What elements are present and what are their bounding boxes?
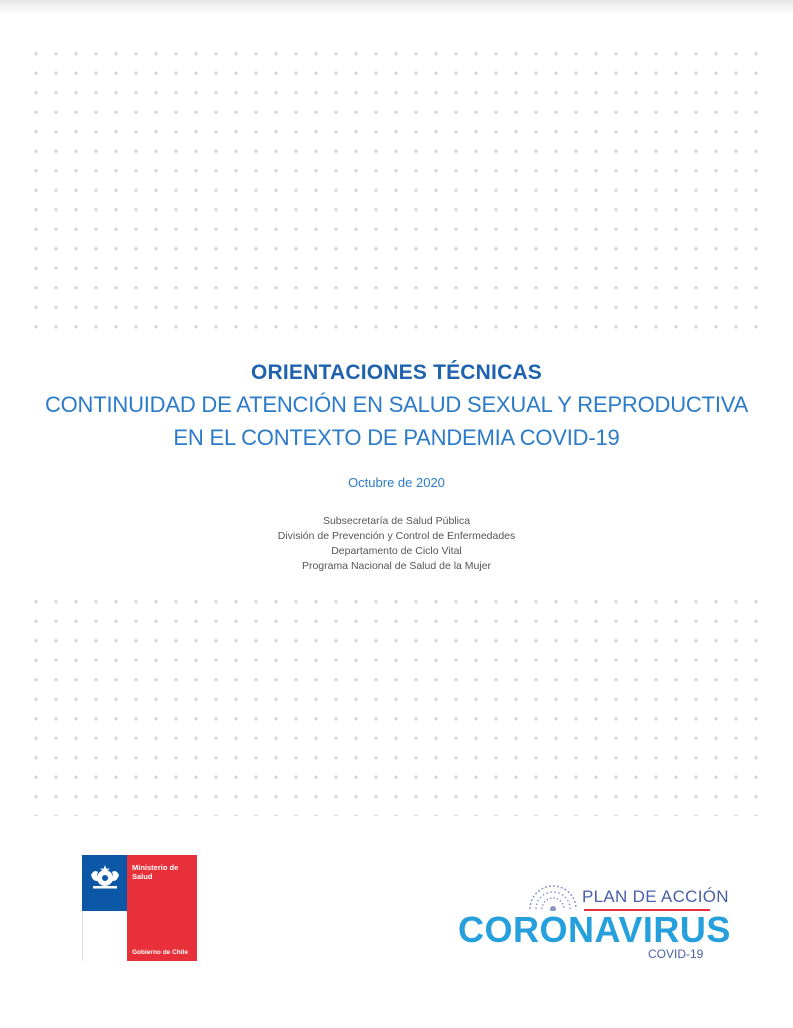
- plan-de-accion-text: PLAN DE ACCIÓN: [582, 887, 729, 906]
- ministry-name: Ministerio de Salud: [132, 863, 179, 881]
- document-kicker: ORIENTACIONES TÉCNICAS: [250, 361, 543, 384]
- organization-list: [0, 514, 793, 574]
- logo-white-block: [82, 911, 127, 961]
- dot-pattern-bottom: [26, 592, 772, 816]
- document-title-line-2: EN EL CONTEXTO DE PANDEMIA COVID-19: [173, 425, 620, 450]
- virus-icon: [524, 881, 582, 911]
- chile-coat-of-arms-icon: [87, 861, 123, 891]
- document-title-line-1: CONTINUIDAD DE ATENCIÓN EN SALUD SEXUAL Y REPRODUCTIVA: [44, 392, 749, 417]
- dot-pattern-top: [26, 44, 772, 340]
- plan-de-accion-logo: [456, 879, 731, 965]
- title-block: [0, 358, 793, 574]
- organization-line: División de Prevención y Control de Enfermedades: [277, 530, 516, 542]
- organization-line: Programa Nacional de Salud de la Mujer: [301, 560, 492, 572]
- ministerio-de-salud-logo: [82, 855, 197, 961]
- document-date: Octubre de 2020: [348, 475, 445, 490]
- government-label: Gobierno de Chile: [132, 949, 188, 956]
- page-top-edge: [0, 0, 793, 14]
- coronavirus-wordmark: CORONAVIRUS: [458, 909, 731, 950]
- covid-19-label: COVID-19: [648, 947, 704, 961]
- organization-line: Subsecretaría de Salud Pública: [322, 515, 471, 527]
- organization-line: Departamento de Ciclo Vital: [331, 545, 462, 557]
